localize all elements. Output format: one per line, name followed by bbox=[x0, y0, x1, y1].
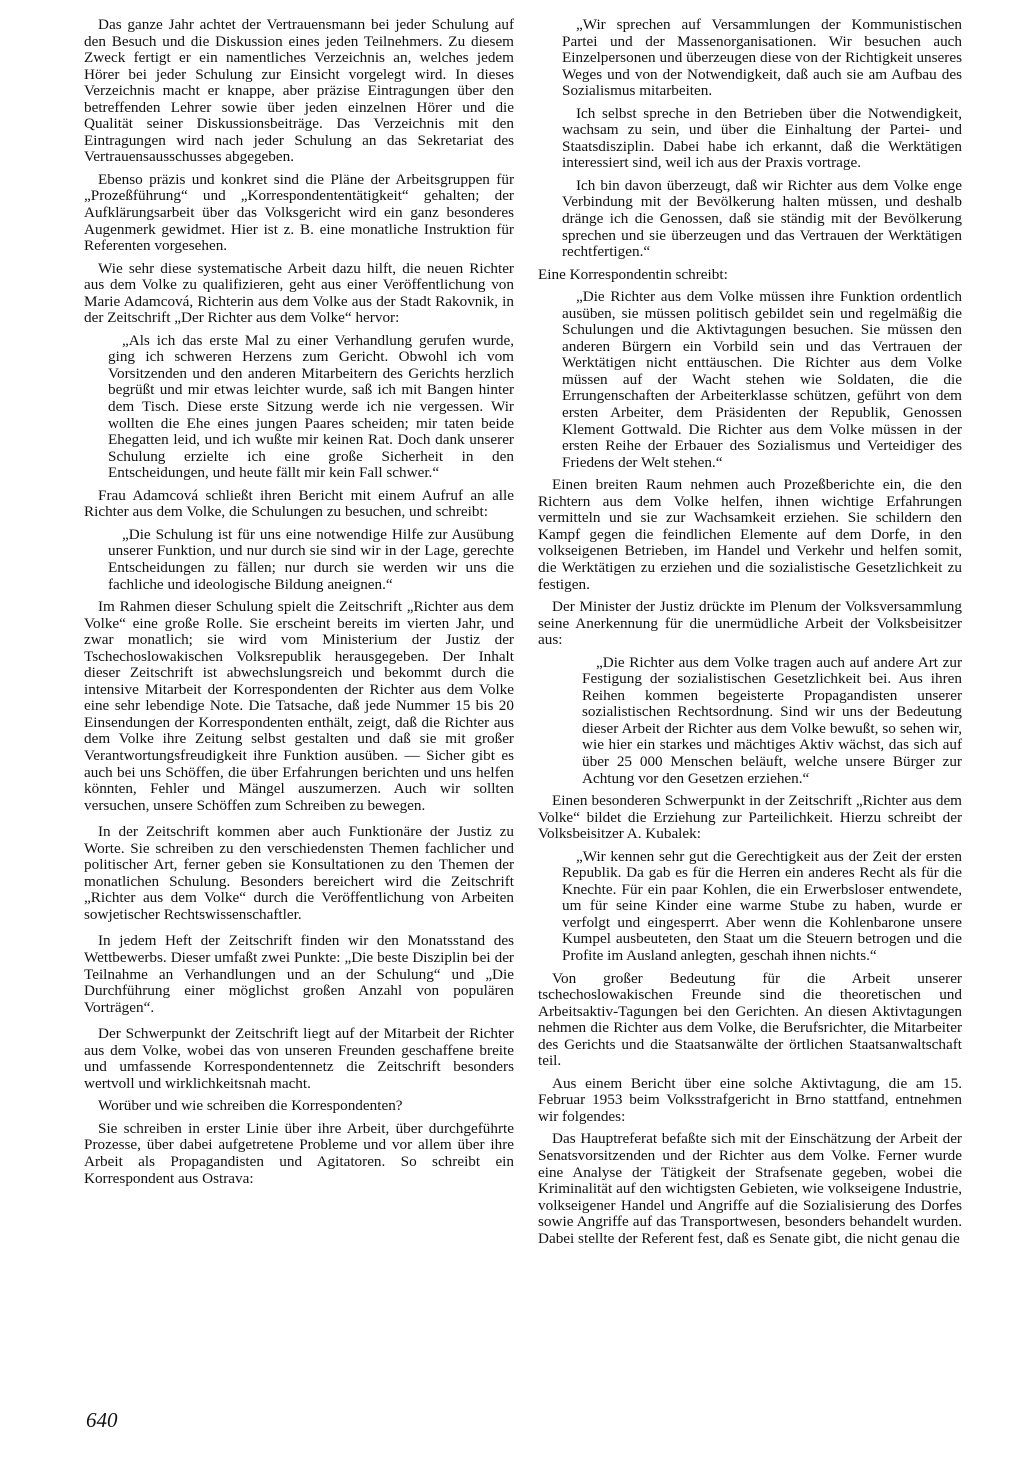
quotation: Ich bin davon überzeugt, daß wir Richter aus dem Volke enge Verbindung mit der Bevölkerung halten müssen, und deshalb dränge ich die Genossen, daß sie ständig mit der Bevölkerung sprechen und sie überzeugen und das Vertrauen der Werktätigen rechtfertigen.“ bbox=[562, 176, 962, 261]
paragraph: In der Zeitschrift kommen aber auch Funktionäre der Justiz zu Worte. Sie schreiben zu den verschiedensten Themen fachlicher und politischer Art, ferner geben sie Konsultationen zu den Themen der monatlichen Schulung. Besonders bereichert wird die Zeitschrift „Richter aus dem Volke“ durch die Veröffentlichung von Arbeiten sowjetischer Rechtswissenschaftler. bbox=[84, 823, 514, 923]
quotation: Ich selbst spreche in den Betrieben über die Notwendigkeit, wachsam zu sein, und über die Einhaltung der Partei- und Staatsdisziplin. Dabei habe ich erkannt, daß die Werktätigen interessiert sind, weil ich aus der Praxis vortrage. bbox=[562, 104, 962, 172]
paragraph: Das Hauptreferat befaßte sich mit der Einschätzung der Arbeit der Senatsvorsitzenden und der Richter aus dem Volke. Ferner wurde eine Analyse der Tätigkeit der Strafsenate gegeben, wobei die Kriminalität auf den wichtigsten Gebieten, wie volkseigene Industrie, volkseigener Handel und Angriffe auf die Sozialisierung des Dorfes sowie Angriffe auf das Transportwesen, besonders behandelt wurden. Dabei stellte der Referent fest, daß es Senate gibt, die nicht genau die bbox=[538, 1130, 962, 1247]
quotation: „Als ich das erste Mal zu einer Verhandlung gerufen wurde, ging ich schweren Herzens zum Gericht. Obwohl ich vom Vorsitzenden und den anderen Mitarbeitern des Gerichts herzlich begrüßt und mir etwas leichter wurde, saß ich mit Bangen hinter dem Tisch. Diese erste Sitzung werde ich nie vergessen. Wir wollten die Ehe eines jungen Paares scheiden; mir taten beide Ehegatten leid, und ich wußte mir keinen Rat. Doch dank unserer Schulung erzielte ich eine große Sicherheit in den Entscheidungen, und heute fällt mir kein Fall schwer.“ bbox=[108, 331, 514, 482]
paragraph: Einen breiten Raum nehmen auch Prozeßberichte ein, die den Richtern aus dem Volke helfen, ihnen wichtige Erfahrungen vermitteln und sie zur Wachsamkeit erziehen. Sie schildern den Kampf gegen die feindlichen Elemente auf dem Dorfe, in den volkseigenen Betrieben, im Handel und Verkehr und helfen somit, die Werktätigen zu erziehen und die sozialistische Gesetzlichkeit zu festigen. bbox=[538, 476, 962, 593]
quotation: „Wir kennen sehr gut die Gerechtigkeit aus der Zeit der ersten Republik. Da gab es für die Herren ein anderes Recht als für die Knechte. Für ein paar Kohlen, die ein Erwerbsloser entwendete, um für seine Kinder eine warme Stube zu haben, wurde er verfolgt und eingesperrt. Aber wenn die Kohlenbarone unsere Kumpel ausbeuteten, den Staat um die Steuern betrogen und die Profite im Ausland anlegten, geschah ihnen nichts.“ bbox=[562, 847, 962, 964]
right-column bbox=[538, 17, 962, 1247]
paragraph: Der Schwerpunkt der Zeitschrift liegt auf der Mitarbeit der Richter aus dem Volke, wobei das von unseren Freunden geschaffene breite und umfassende Korrespondentennetz die Zeitschrift besonders wertvoll und wirklichkeitsnah macht. bbox=[84, 1025, 514, 1092]
paragraph: Sie schreiben in erster Linie über ihre Arbeit, über durchgeführte Prozesse, über dabei aufgetretene Probleme und vor allem über ihre Arbeit als Propagandisten und Agitatoren. So schreibt ein Korrespondent aus Ostrava: bbox=[84, 1119, 514, 1187]
paragraph: Worüber und wie schreiben die Korrespondenten? bbox=[98, 1097, 403, 1115]
quotation: „Die Schulung ist für uns eine notwendige Hilfe zur Ausübung unserer Funktion, und nur durch sie sind wir in der Lage, gerechte Entscheidungen zu fällen; nur durch sie werden wir uns die fachliche und ideologische Bildung aneignen.“ bbox=[108, 525, 514, 593]
paragraph: Im Rahmen dieser Schulung spielt die Zeitschrift „Richter aus dem Volke“ eine große Rolle. Sie erscheint bereits im vierten Jahr, und zwar monatlich; sie wird vom Ministerium der Justiz der Tschechoslowakischen Volksrepublik herausgegeben. Der Inhalt dieser Zeitschrift ist abwechslungsreich und bekommt durch die intensive Mitarbeit der Korrespondenten der Richter aus dem Volke eine sehr lebendige Note. Die Tatsache, daß jede Nummer 15 bis 20 Einsendungen der Korrespondenten enthält, zeigt, daß die Richter aus dem Volke ihre Zeitung selbst gestalten und daß sie mit großer Verantwortungsfreudigkeit ihre Funktion ausüben. — Sicher gibt es auch bei uns Schöffen, die über Erfahrungen berichten und uns helfen könnten, Fehler und Mängel auszumerzen. Auch wir sollten versuchen, unsere Schöffen zum Schreiben zu bewegen. bbox=[84, 598, 514, 814]
paragraph: Von großer Bedeutung für die Arbeit unserer tschechoslowakischen Freunde sind die theoretischen und Arbeitsaktiv-Tagungen bei den Gerichten. An diesen Aktivtagungen nehmen die Richter aus dem Volke, die Berufsrichter, die Mitarbeiter des Gerichts und die Staatsanwälte der örtlichen Staatsanwaltschaft teil. bbox=[538, 969, 962, 1070]
quotation: „Wir sprechen auf Versammlungen der Kommunistischen Partei und der Massenorganisationen. Wir besuchen auch Einzelpersonen und überzeugen diese von der Richtigkeit unseres Weges und von der Notwendigkeit, daß auch sie am Aufbau des Sozialismus mitarbeiten. bbox=[562, 16, 962, 100]
quotation: „Die Richter aus dem Volke tragen auch auf andere Art zur Festigung der sozialistischen Gesetzlichkeit bei. Aus ihren Reihen kommen begeisterte Propagandisten unserer sozialistischen Rechtsordnung. Sind wir uns der Bedeutung dieser Arbeit der Richter aus dem Volke bewußt, so sehen wir, wie hier ein starkes und mächtiges Aktiv wächst, das sich auf über 25 000 Menschen beläuft, welche unsere Bürger zur Achtung vor den Gesetzen erziehen.“ bbox=[582, 653, 962, 787]
page-number: 640 bbox=[86, 1408, 118, 1432]
quotation: „Die Richter aus dem Volke müssen ihre Funktion ordentlich ausüben, sie müssen politisch gebildet sein und regelmäßig die Schulungen und die Aktivtagungen besuchen. Sie müssen den anderen Bürgern ein Vorbild sein und das Vertrauen der Werktätigen nicht enttäuschen. Die Richter aus dem Volke müssen auf der Wacht stehen wie Soldaten, die die Errungenschaften der Arbeiterklasse schützen, geführt von dem ersten Arbeiter, dem Präsidenten der Republik, Genossen Klement Gottwald. Die Richter aus dem Volke müssen in der ersten Reihe der Erbauer des Sozialismus und Verteidiger des Friedens der Welt stehen.“ bbox=[562, 288, 962, 471]
paragraph: Einen besonderen Schwerpunkt in der Zeitschrift „Richter aus dem Volke“ bildet die Erziehung zur Parteilichkeit. Hierzu schreibt der Volksbeisitzer A. Kubalek: bbox=[538, 792, 962, 843]
paragraph: In jedem Heft der Zeitschrift finden wir den Monatsstand des Wettbewerbs. Dieser umfaßt zwei Punkte: „Die beste Disziplin bei der Teilnahme an Verhandlungen und an der Schulung“ und „Die Durchführung einer möglichst großen Anzahl von populären Vorträgen“. bbox=[84, 932, 514, 1016]
paragraph: Das ganze Jahr achtet der Vertrauensmann bei jeder Schulung auf den Besuch und die Diskussion eines jeden Teilnehmers. Zu diesem Zweck fertigt er ein namentliches Verzeichnis an, welches jedem Hörer bei jeder Schulung zur Einsicht vorgelegt wird. In dieses Verzeichnis macht er knappe, aber präzise Eintragungen über den betreffenden Lehrer sowie über jeden einzelnen Hörer und die Qualität seiner Diskussionsbeiträge. Das Verzeichnis mit den Eintragungen wird nach jeder Schulung an das Sekretariat des Vertrauensausschusses abgegeben. bbox=[84, 16, 514, 166]
paragraph: Der Minister der Justiz drückte im Plenum der Volksversammlung seine Anerkennung für die unermüdliche Arbeit der Volksbeisitzer aus: bbox=[538, 598, 962, 649]
paragraph: Aus einem Bericht über eine solche Aktivtagung, die am 15. Februar 1953 beim Volksstrafgericht in Brno stattfand, entnehmen wir folgendes: bbox=[538, 1074, 962, 1125]
paragraph: Eine Korrespondentin schreibt: bbox=[538, 265, 728, 283]
paragraph: Ebenso präzis und konkret sind die Pläne der Arbeitsgruppen für „Prozeßführung“ und „Korrespondententätigkeit“ gehalten; der Aufklärungsarbeit über das Volksgericht wird ein ganz besonderes Augenmerk gewidmet. Hier ist z. B. eine monatliche Instruktion für Referenten vorgesehen. bbox=[84, 170, 514, 255]
left-column bbox=[84, 17, 514, 1187]
paragraph: Frau Adamcová schließt ihren Bericht mit einem Aufruf an alle Richter aus dem Volke, die Schulungen zu besuchen, und schreibt: bbox=[84, 486, 514, 521]
paragraph: Wie sehr diese systematische Arbeit dazu hilft, die neuen Richter aus dem Volke zu qualifizieren, geht aus einer Veröffentlichung von Marie Adamcová, Richterin aus dem Volke aus der Stadt Rakovnik, in der Zeitschrift „Der Richter aus dem Volke“ hervor: bbox=[84, 259, 514, 327]
